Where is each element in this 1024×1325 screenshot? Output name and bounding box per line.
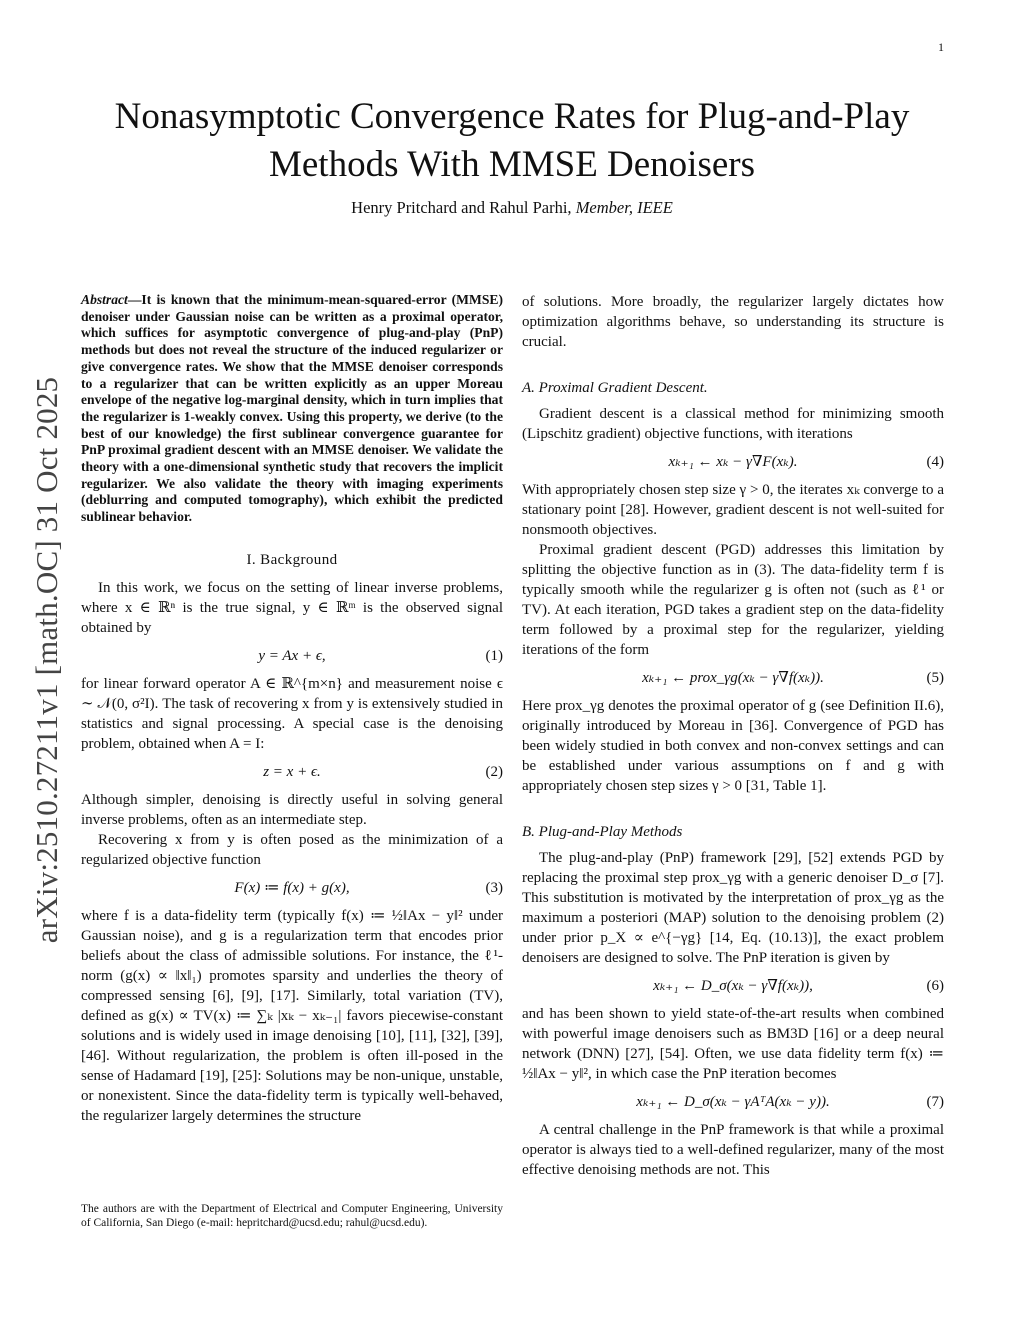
equation-3 xyxy=(81,877,503,899)
equation-body: z = x + ϵ. xyxy=(263,763,321,780)
abstract-label: Abstract xyxy=(81,292,128,307)
equation-body: xₖ₊₁ ← prox_γg(xₖ − γ∇f(xₖ)). xyxy=(642,670,824,686)
equation-number: (7) xyxy=(926,1094,944,1110)
author-names: Henry Pritchard and Rahul Parhi, xyxy=(351,198,572,217)
paper-title: Nonasymptotic Convergence Rates for Plug-and-Play Methods With MMSE Denoisers xyxy=(114,96,910,185)
paragraph: Here prox_γg denotes the proximal operator of g (see Definition II.6), originally introduced by Moreau in [36]. Convergence of PGD has been widely studied in both convex and non-convex settings and can be established under various assumptions on f and g with appropriately chosen step sizes γ > 0 [31, Table 1]. xyxy=(522,698,944,794)
abstract-text: —It is known that the minimum-mean-squared-error (MMSE) denoiser under Gaussian noise can be written as a proximal operator, which suffices for asymptotic convergence of plug-and-play (PnP) methods but does not reveal the structure of the induced regularizer or give convergence rates. We show that the MMSE denoiser corresponds to a regularizer that can be written explicitly as an upper Moreau envelope of the negative log-marginal density, which in turn implies that the regularizer is 1-weakly convex. Using this property, we derive (to the best of our knowledge) the first sublinear convergence guarantee for PnP proximal gradient descent with an MMSE denoiser. We validate the theory with a one-dimensional synthetic study that recovers the implicit regularizer. We also validate the theory with imaging experiments (deblurring and computed tomography), which exhibit the predicted sublinear behavior. xyxy=(81,292,503,525)
subsection-heading-pgd: A. Proximal Gradient Descent. xyxy=(522,380,708,396)
equation-number: (1) xyxy=(485,647,503,664)
abstract xyxy=(81,292,503,526)
paragraph: The plug-and-play (PnP) framework [29], [52] extends PGD by replacing the proximal step prox_γg with a generic denoiser D_σ [7]. This substitution is motivated by the interpretation of prox_γg as the maximum a posteriori (MAP) solution to the denoising problem (2) under prior p_X ∝ e^{−γg} [14, Eq. (10.13)], the exact problem denoisers are designed to solve. The PnP iteration is given by xyxy=(522,850,944,966)
equation-number: (5) xyxy=(926,670,944,686)
equation-6 xyxy=(522,975,944,997)
equation-5 xyxy=(522,667,944,689)
left-column xyxy=(81,292,503,1126)
author-affiliation-title: Member, IEEE xyxy=(575,198,673,217)
equation-body: xₖ₊₁ ← xₖ − γ∇F(xₖ). xyxy=(668,454,798,470)
subsection-heading-pnp: B. Plug-and-Play Methods xyxy=(522,824,683,840)
paragraph: and has been shown to yield state-of-the-art results when combined with powerful image denoisers such as BM3D [16] or a deep neural network (DNN) [27], [54]. Often, we use data fidelity term f(x) ≔ ½‖Ax − y‖², in which case the PnP iteration becomes xyxy=(522,1006,944,1082)
paragraph: Proximal gradient descent (PGD) addresses this limitation by splitting the objective function as in (3). The data-fidelity term f is typically smooth while the regularizer g is often not (such as ℓ¹ or TV). At each iteration, PGD takes a gradient step on the data-fidelity term followed by a proximal step for the regularizer, yielding iterations of the form xyxy=(522,542,944,658)
paragraph: With appropriately chosen step size γ > 0, the iterates xₖ converge to a stationary point [28]. However, gradient descent is not well-suited for nonsmooth objectives. xyxy=(522,482,944,538)
right-column xyxy=(522,292,944,1180)
paragraph: Recovering x from y is often posed as the minimization of a regularized objective function xyxy=(81,831,503,868)
equation-4 xyxy=(522,451,944,473)
equation-2 xyxy=(81,761,503,783)
equation-number: (3) xyxy=(485,879,503,896)
equation-number: (6) xyxy=(926,978,944,994)
equation-body: xₖ₊₁ ← D_σ(xₖ − γ∇f(xₖ)), xyxy=(653,978,813,994)
paragraph: In this work, we focus on the setting of linear inverse problems, where x ∈ ℝⁿ is the true signal, y ∈ ℝᵐ is the observed signal obtained by xyxy=(81,579,503,636)
footnote: The authors are with the Department of Electrical and Computer Engineering, University of California, San Diego (e-mail: hepritchard@ucsd.edu; rahul@ucsd.edu). xyxy=(81,1203,503,1229)
equation-1 xyxy=(81,645,503,667)
arxiv-stamp: arXiv:2510.27211v1 [math.OC] 31 Oct 2025 xyxy=(29,376,64,944)
paragraph: Although simpler, denoising is directly useful in solving general inverse problems, often as an intermediate step. xyxy=(81,791,503,828)
page-number: 1 xyxy=(938,40,944,54)
paragraph: A central challenge in the PnP framework is that while a proximal operator is always tied to a well-defined regularizer, many of the most effective denoising methods are not. This xyxy=(522,1122,944,1178)
paragraph: for linear forward operator A ∈ ℝ^{m×n} and measurement noise ϵ ∼ 𝒩(0, σ²I). The task of recovering x from y is extensively studied in statistics and signal processing. A special case is the denoising problem, obtained when A = I: xyxy=(81,675,503,752)
paragraph: of solutions. More broadly, the regularizer largely dictates how optimization algorithms behave, so understanding its structure is crucial. xyxy=(522,294,944,350)
equation-body: xₖ₊₁ ← D_σ(xₖ − γAᵀA(xₖ − y)). xyxy=(636,1094,830,1110)
paragraph: where f is a data-fidelity term (typically f(x) ≔ ½‖Ax − y‖² under Gaussian noise), and g is a regularization term that encodes prior beliefs about the class of admissible solutions. For instance, the ℓ¹-norm (g(x) ∝ ‖x‖₁) promotes sparsity and underlies the theory of compressed sensing [6], [9], [17]. Similarly, total variation (TV), defined as g(x) ∝ TV(x) ≔ ∑ₖ |xₖ − xₖ₋₁| favors piecewise-constant solutions and is widely used in image denoising [10], [11], [32], [39], [46]. Without regularization, the problem is often ill-posed in the sense of Hadamard [19], [25]: Solutions may be non-unique, unstable, or nonexistent. Since the data-fidelity term is typically well-behaved, the regularizer largely determines the structure xyxy=(81,907,503,1124)
equation-body: y = Ax + ϵ, xyxy=(258,647,326,664)
paragraph: Gradient descent is a classical method for minimizing smooth (Lipschitz gradient) objective functions, with iterations xyxy=(522,406,944,442)
equation-number: (4) xyxy=(926,454,944,470)
equation-body: F(x) ≔ f(x) + g(x), xyxy=(234,879,350,896)
equation-7 xyxy=(522,1091,944,1113)
authors xyxy=(60,198,964,218)
equation-number: (2) xyxy=(485,763,503,780)
section-heading-background: I. Background xyxy=(246,551,338,568)
